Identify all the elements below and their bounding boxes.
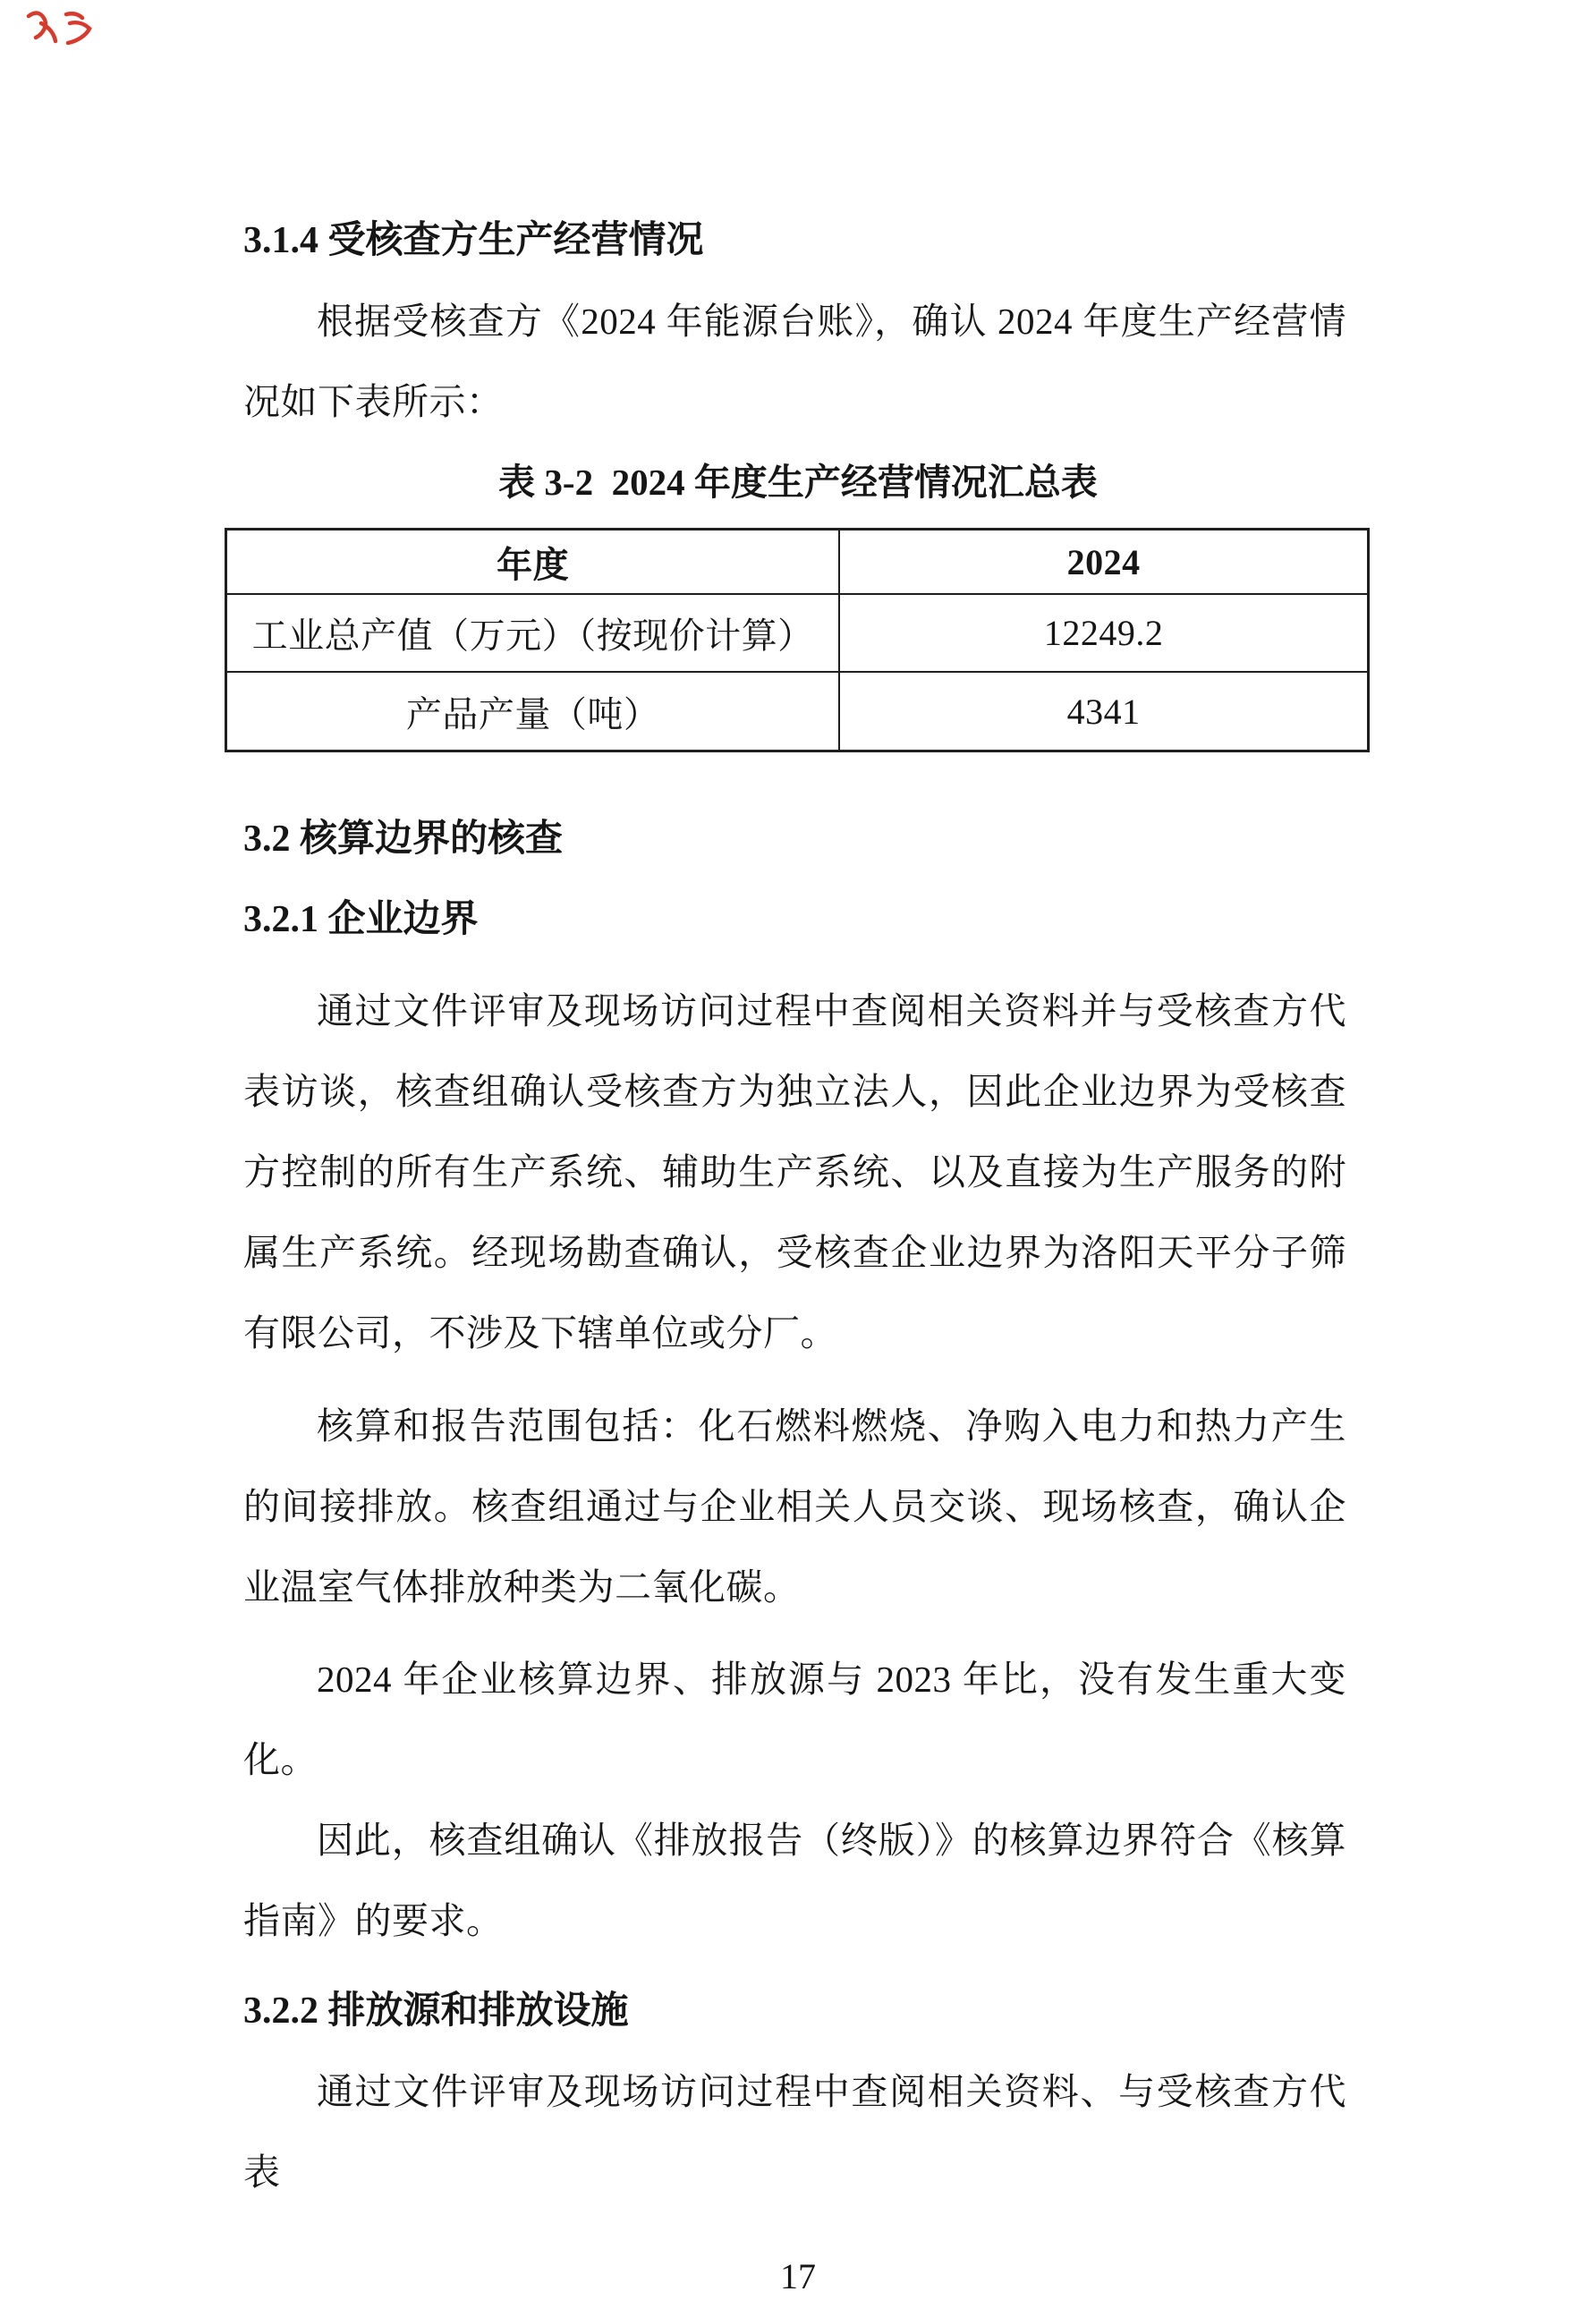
production-summary-table <box>225 528 1370 752</box>
table-cell-output-value: 12249.2 <box>839 594 1368 672</box>
paragraph-3-2-1-c: 2024 年企业核算边界、排放源与 2023 年比，没有发生重大变化。 <box>243 1659 1346 1780</box>
table-cell-product-quantity: 4341 <box>839 672 1368 751</box>
table-row <box>226 672 1369 751</box>
red-annotation-mark <box>23 5 98 50</box>
section-heading-3-1-4: 3.1.4 受核查方生产经营情况 <box>243 220 704 261</box>
section-heading-3-2-2: 3.2.2 排放源和排放设施 <box>243 1990 629 2032</box>
table-cell-output-value-label: 工业总产值（万元）（按现价计算） <box>226 594 840 672</box>
table-header-cell-year: 年度 <box>226 530 840 595</box>
table-3-2-title: 表 3-2 2024 年度生产经营情况汇总表 <box>498 462 1098 503</box>
paragraph-3-2-2-a: 通过文件评审及现场访问过程中查阅相关资料、与受核查方代表 <box>243 2071 1346 2193</box>
table-header-cell-2024: 2024 <box>839 530 1368 595</box>
paragraph-3-2-1-a: 通过文件评审及现场访问过程中查阅相关资料并与受核查方代表访谈，核查组确认受核查方为独立法人，因此企业边界为受核查方控制的所有生产系统、辅助生产系统、以及直接为生产服务的附属生产系统。经现场勘查确认，受核查企业边界为洛阳天平分子筛有限公司，不涉及下辖单位或分厂。 <box>243 990 1346 1354</box>
paragraph-3-1-4: 根据受核查方《2024 年能源台账》，确认 2024 年度生产经营情况如下表所示： <box>243 301 1346 422</box>
section-heading-3-2-1: 3.2.1 企业边界 <box>243 899 479 940</box>
table-row <box>226 594 1369 672</box>
page-number: 17 <box>780 2256 816 2296</box>
table-header-row <box>226 530 1369 595</box>
section-heading-3-2: 3.2 核算边界的核查 <box>243 819 564 860</box>
table-cell-product-quantity-label: 产品产量（吨） <box>226 672 840 751</box>
paragraph-3-2-1-d: 因此，核查组确认《排放报告（终版）》的核算边界符合《核算指南》的要求。 <box>243 1820 1346 1941</box>
paragraph-3-2-1-b: 核算和报告范围包括：化石燃料燃烧、净购入电力和热力产生的间接排放。核查组通过与企业相关人员交谈、现场核查，确认企业温室气体排放种类为二氧化碳。 <box>243 1405 1346 1608</box>
